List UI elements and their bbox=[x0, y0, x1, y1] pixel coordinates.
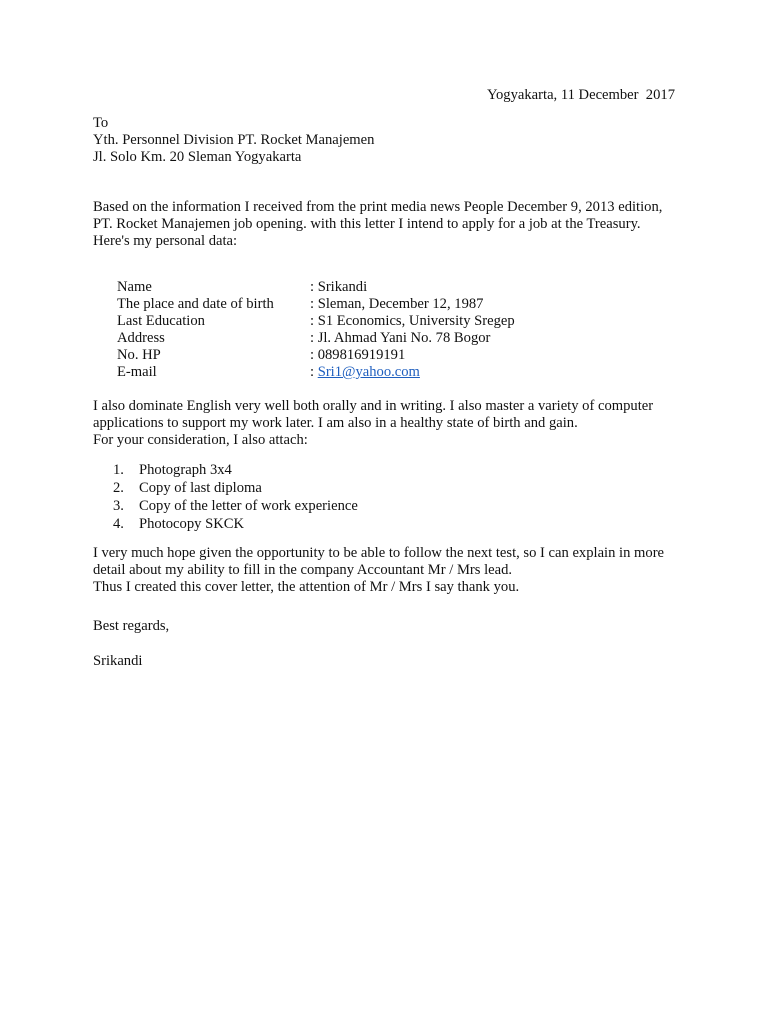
addressee-address: Jl. Solo Km. 20 Sleman Yogyakarta bbox=[93, 149, 302, 165]
intro-paragraph: Based on the information I received from the print media news People December 9, 2013 edition, PT. Rocket Manajemen job opening. with this letter I intend to apply for a job at the Treasury. bbox=[93, 199, 663, 232]
list-text: Photocopy SKCK bbox=[139, 516, 245, 532]
list-text: Photograph 3x4 bbox=[139, 462, 232, 478]
field-value: : S1 Economics, University Sregep bbox=[310, 313, 515, 329]
email-value bbox=[310, 364, 515, 381]
email-prefix: : bbox=[310, 364, 318, 380]
attach-lead: For your consideration, I also attach: bbox=[93, 432, 308, 448]
list-text: Copy of last diploma bbox=[139, 480, 262, 496]
field-label: The place and date of birth bbox=[117, 296, 274, 312]
field-value: : Sleman, December 12, 1987 bbox=[310, 296, 484, 312]
email-row bbox=[117, 364, 515, 381]
field-label: Last Education bbox=[117, 313, 205, 329]
closing-salutation: Best regards, bbox=[93, 618, 170, 634]
thanks-line: Thus I created this cover letter, the attention of Mr / Mrs I say thank you. bbox=[93, 579, 520, 595]
letter-date: Yogyakarta, 11 December 2017 bbox=[486, 87, 675, 103]
list-item bbox=[113, 462, 358, 480]
skills-section bbox=[93, 398, 683, 449]
skills-paragraph: I also dominate English very well both orally and in writing. I also master a variety of computer applications to support my work later. I am also in a healthy state of birth and gain. bbox=[93, 398, 654, 431]
intro-section bbox=[93, 199, 683, 250]
personal-data-row bbox=[117, 313, 515, 330]
field-label: No. HP bbox=[117, 347, 161, 363]
personal-data-row bbox=[117, 279, 515, 296]
list-item bbox=[113, 516, 358, 534]
list-number: 3. bbox=[113, 498, 124, 514]
addressee-block bbox=[93, 115, 683, 166]
list-number: 1. bbox=[113, 462, 124, 478]
field-label: Address bbox=[117, 330, 165, 346]
hope-paragraph: I very much hope given the opportunity to be able to follow the next test, so I can explain in more detail about my ability to fill in the company Accountant Mr / Mrs lead. bbox=[93, 545, 665, 578]
personal-data-row bbox=[117, 347, 515, 364]
field-value: : Jl. Ahmad Yani No. 78 Bogor bbox=[310, 330, 491, 346]
list-text: Copy of the letter of work experience bbox=[139, 498, 358, 514]
addressee-to: To bbox=[93, 115, 109, 131]
personal-data-lead: Here's my personal data: bbox=[93, 233, 238, 249]
closing-section bbox=[93, 545, 683, 596]
list-number: 4. bbox=[113, 516, 124, 532]
field-label: Name bbox=[117, 279, 152, 295]
list-number: 2. bbox=[113, 480, 124, 496]
personal-data-table bbox=[117, 279, 515, 381]
list-item bbox=[113, 498, 358, 516]
field-value: : 089816919191 bbox=[310, 347, 406, 363]
attachment-list bbox=[113, 462, 358, 534]
field-value: : Srikandi bbox=[310, 279, 368, 295]
signature-name: Srikandi bbox=[93, 653, 143, 669]
email-link[interactable]: Sri1@yahoo.com bbox=[317, 364, 420, 380]
personal-data-row bbox=[117, 296, 515, 313]
personal-data-row bbox=[117, 330, 515, 347]
list-item bbox=[113, 480, 358, 498]
addressee-division: Yth. Personnel Division PT. Rocket Manajemen bbox=[93, 132, 375, 148]
email-label: E-mail bbox=[117, 364, 157, 380]
